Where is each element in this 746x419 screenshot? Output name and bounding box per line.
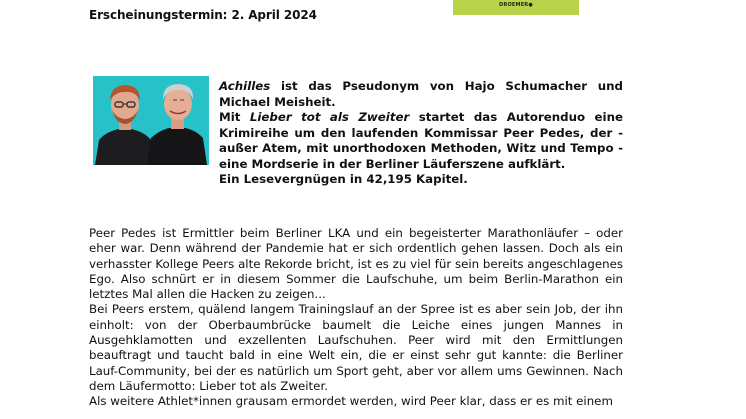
intro-line2-pre: Mit [219,110,250,124]
intro-line2-text: startet das Autorenduo eine Krimireihe um den laufenden Kommissar Peer Pedes, der - außer Atem, mit unorthodoxen Methoden, Witz und Tempo - eine Mordserie in der Berliner Läuferszene aufklärt. [219,110,623,171]
intro-line-tagline: Ein Lesevergnügen in 42,195 Kapitel. [219,172,468,186]
intro-line-book [219,110,623,172]
publisher-name: DROEMER [499,2,529,8]
synopsis-paragraph-1: Peer Pedes ist Ermittler beim Berliner LKA und ein begeisterter Marathonläufer – oder eher war. Denn während der Pandemie hat er sich ordentlich gehen lassen. Doch als ein verhasster Kollege Peers alte Rekorde bricht, ist es zu viel für sein bereits angeschlagenes Ego. Also schnürt er in diesem Sommer die Laufschuhe, um beim Berlin-Marathon ein letztes Mal allen die Hacken zu zeigen... [89,226,623,302]
author-intro [219,79,623,188]
book-title: Lieber tot als Zweiter [249,110,410,124]
author-photo [93,76,209,165]
author-pseudonym: Achilles [219,79,271,93]
synopsis-paragraph-3: Als weitere Athlet*innen grausam ermordet werden, wird Peer klar, dass er es mit einem [89,394,613,409]
synopsis [89,226,623,410]
publisher-dot-icon: ● [528,2,533,8]
release-date: Erscheinungstermin: 2. April 2024 [89,8,317,22]
publisher-logo [453,2,579,8]
intro-line1-text: ist das Pseudonym von Hajo Schumacher und Michael Meisheit. [219,79,623,109]
intro-line-pseudonym [219,79,623,110]
book-cover-thumbnail [453,0,579,15]
synopsis-paragraph-2: Bei Peers erstem, quälend langem Trainingslauf an der Spree ist es aber sein Job, der ihn einholt: von der Oberbaumbrücke baumelt die Leiche eines jungen Mannes in Ausgehklamotten und exzellenten Laufschuhen. Peer wird mit den Ermittlungen beauftragt und taucht bald in eine Welt ein, die er einst sehr gut kannte: die Berliner Lauf-Community, bei der es natürlich um Sport geht, aber vor allem ums Gewinnen. Nach dem Läufermotto: Lieber tot als Zweiter. [89,302,623,393]
author-photo-illustration [93,76,209,165]
